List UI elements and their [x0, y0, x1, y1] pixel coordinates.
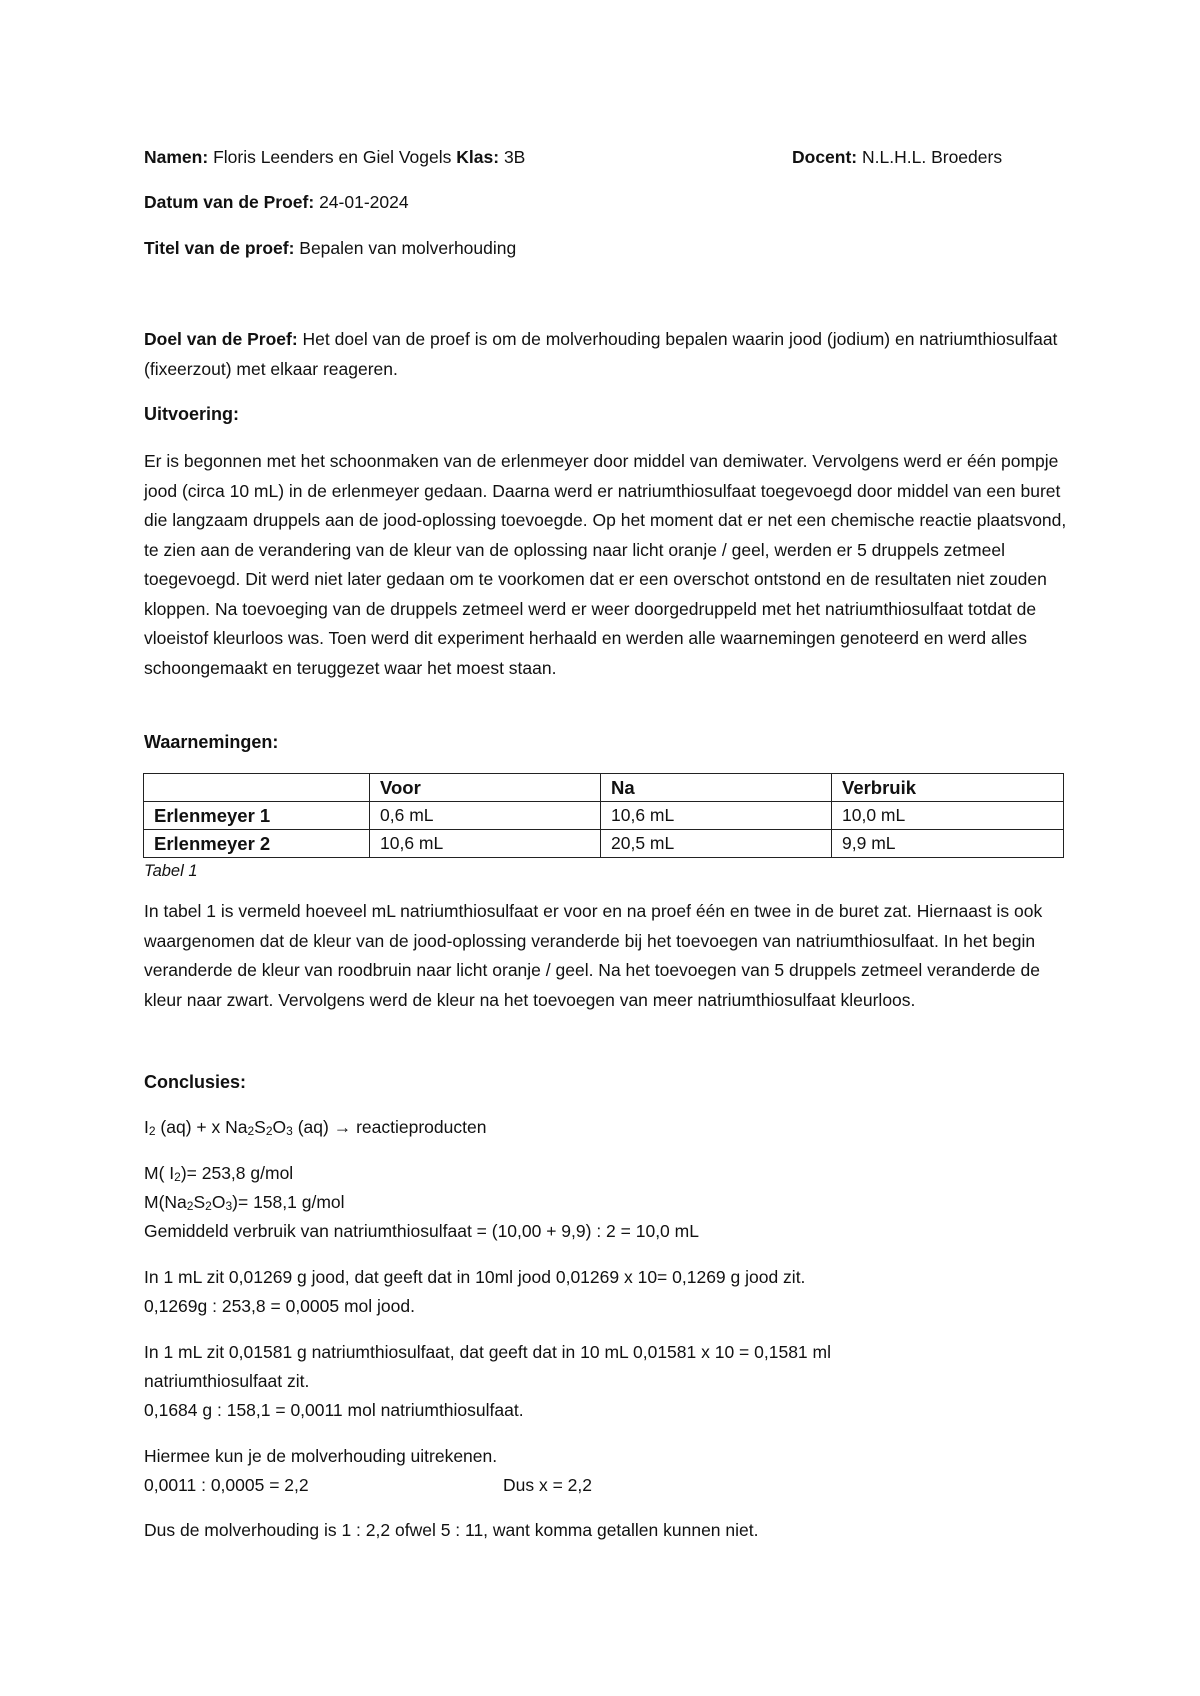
execution-paragraph: Er is begonnen met het schoonmaken van de erlenmeyer door middel van demiwater. Vervolgens werd er één pompje jood (circa 10 mL) in de erlenmeyer gedaan. Daarna werd er natriumthiosulfaat toegevoegd door middel van een buret die langzaam druppels aan de jood-oplossing toevoegde. Op het moment dat er net een chemische reactie plaatsvond, te zien aan de verandering van de kleur van de oplossing naar licht oranje / geel, werden er 5 druppels zetmeel toegevoegd. Dit werd niet later gedaan om te voorkomen dat er een overschot ontstond en de resultaten niet zouden kloppen. Na toevoeging van de druppels zetmeel werd er weer doorgedruppeld met het natriumthiosulfaat totdat de vloeistof kleurloos was. Toen werd dit experiment herhaald en werden alle waarnemingen genoteerd en werd alles schoongemaakt en teruggezet waar het moest staan.: [144, 451, 1067, 678]
date-value: 24-01-2024: [319, 192, 409, 212]
reaction-part: O: [272, 1117, 287, 1137]
conclusions-heading: Conclusies:: [144, 1072, 247, 1092]
formula-part: O: [211, 1192, 226, 1212]
table-row-label: Erlenmeyer 2: [144, 830, 370, 858]
average-line: Gemiddeld verbruik van natriumthiosulfaat = (10,00 + 9,9) : 2 = 10,0 mL: [144, 1221, 699, 1241]
table-cell: 20,5 mL: [601, 830, 832, 858]
table-caption: Tabel 1: [144, 862, 198, 880]
reaction-part: S: [254, 1117, 266, 1137]
table-header-voor: Voor: [370, 774, 601, 802]
iodine-line-1: In 1 mL zit 0,01269 g jood, dat geeft dat in 10ml jood 0,01269 x 10= 0,1269 g jood zit.: [144, 1267, 806, 1287]
class-label: Klas:: [456, 147, 500, 167]
observations-heading: Waarnemingen:: [144, 732, 279, 752]
reaction-subscript: 2: [247, 1124, 255, 1138]
iodine-line-2: 0,1269g : 253,8 = 0,0005 mol jood.: [144, 1296, 415, 1316]
date-label: Datum van de Proef:: [144, 192, 315, 212]
reaction-part: (aq) + x Na: [155, 1117, 248, 1137]
title-line: [144, 238, 516, 259]
table-row: [144, 830, 1064, 858]
observations-table: [143, 773, 1064, 858]
table-cell: 9,9 mL: [832, 830, 1064, 858]
names-label: Namen:: [144, 147, 209, 167]
formula-subscript: 2: [186, 1199, 194, 1213]
table-row-label: Erlenmeyer 1: [144, 802, 370, 830]
ratio-intro: Hiermee kun je de molverhouding uitrekenen.: [144, 1446, 498, 1466]
teacher-label: Docent:: [792, 147, 858, 167]
table-header-empty: [144, 774, 370, 802]
table-header-verbruik: Verbruik: [832, 774, 1064, 802]
observations-paragraph: In tabel 1 is vermeld hoeveel mL natriumthiosulfaat er voor en na proef één en twee in de buret zat. Hiernaast is ook waargenomen dat de kleur van de jood-oplossing veranderde bij het toevoegen van natriumthiosulfaat. In het begin veranderde de kleur van roodbruin naar licht oranje / geel. Na het toevoegen van 5 druppels zetmeel veranderde de kleur naar zwart. Vervolgens werd de kleur na het toevoegen van meer natriumthiosulfaat kleurloos.: [144, 901, 1043, 1010]
title-label: Titel van de proef:: [144, 238, 295, 258]
goal-paragraph: [144, 325, 1074, 384]
thio-line-1: In 1 mL zit 0,01581 g natriumthiosulfaat, dat geeft dat in 10 mL 0,01581 x 10 = 0,1581 ml: [144, 1342, 831, 1362]
formula-part: S: [193, 1192, 206, 1212]
execution-heading: Uitvoering:: [144, 404, 240, 424]
reaction-subscript: 2: [148, 1124, 156, 1138]
molar-mass-i2: [144, 1163, 293, 1184]
teacher-line: [792, 147, 1002, 168]
title-value: Bepalen van molverhouding: [299, 238, 517, 258]
names-value: Floris Leenders en Giel Vogels: [213, 147, 452, 167]
table-cell: 0,6 mL: [370, 802, 601, 830]
table-cell: 10,6 mL: [370, 830, 601, 858]
formula-subscript: 2: [174, 1170, 181, 1184]
reaction-equation: [144, 1117, 486, 1138]
table-cell: 10,0 mL: [832, 802, 1064, 830]
formula-part: M(Na: [144, 1192, 187, 1212]
table-header-na: Na: [601, 774, 832, 802]
goal-label: Doel van de Proef:: [144, 329, 298, 349]
table-cell: 10,6 mL: [601, 802, 832, 830]
reaction-part: I: [144, 1117, 149, 1137]
class-value: 3B: [503, 147, 526, 167]
ratio-x: Dus x = 2,2: [503, 1475, 593, 1495]
table-header-row: [144, 774, 1064, 802]
date-line: [144, 192, 409, 213]
reaction-subscript: 3: [286, 1124, 293, 1138]
names-line: [144, 147, 525, 168]
table-row: [144, 802, 1064, 830]
thio-line-2: natriumthiosulfaat zit.: [144, 1371, 310, 1391]
reaction-subscript: 2: [265, 1124, 273, 1138]
thio-line-3: 0,1684 g : 158,1 = 0,0011 mol natriumthiosulfaat.: [144, 1400, 524, 1420]
goal-text: Het doel van de proef is om de molverhouding bepalen waarin jood (jodium) en natriumthiosulfaat (fixeerzout) met elkaar reageren.: [144, 329, 1058, 379]
formula-part: M( I: [144, 1163, 175, 1183]
formula-part: )= 158,1 g/mol: [232, 1192, 345, 1212]
final-conclusion: Dus de molverhouding is 1 : 2,2 ofwel 5 : 11, want komma getallen kunnen niet.: [144, 1520, 759, 1540]
formula-part: )= 253,8 g/mol: [180, 1163, 294, 1183]
formula-subscript: 3: [225, 1199, 233, 1213]
teacher-value: N.L.H.L. Broeders: [862, 147, 1003, 167]
formula-subscript: 2: [205, 1199, 212, 1213]
reaction-part: (aq) → reactieproducten: [292, 1117, 487, 1137]
molar-mass-na: [144, 1192, 345, 1213]
ratio-calc: 0,0011 : 0,0005 = 2,2: [144, 1475, 309, 1495]
